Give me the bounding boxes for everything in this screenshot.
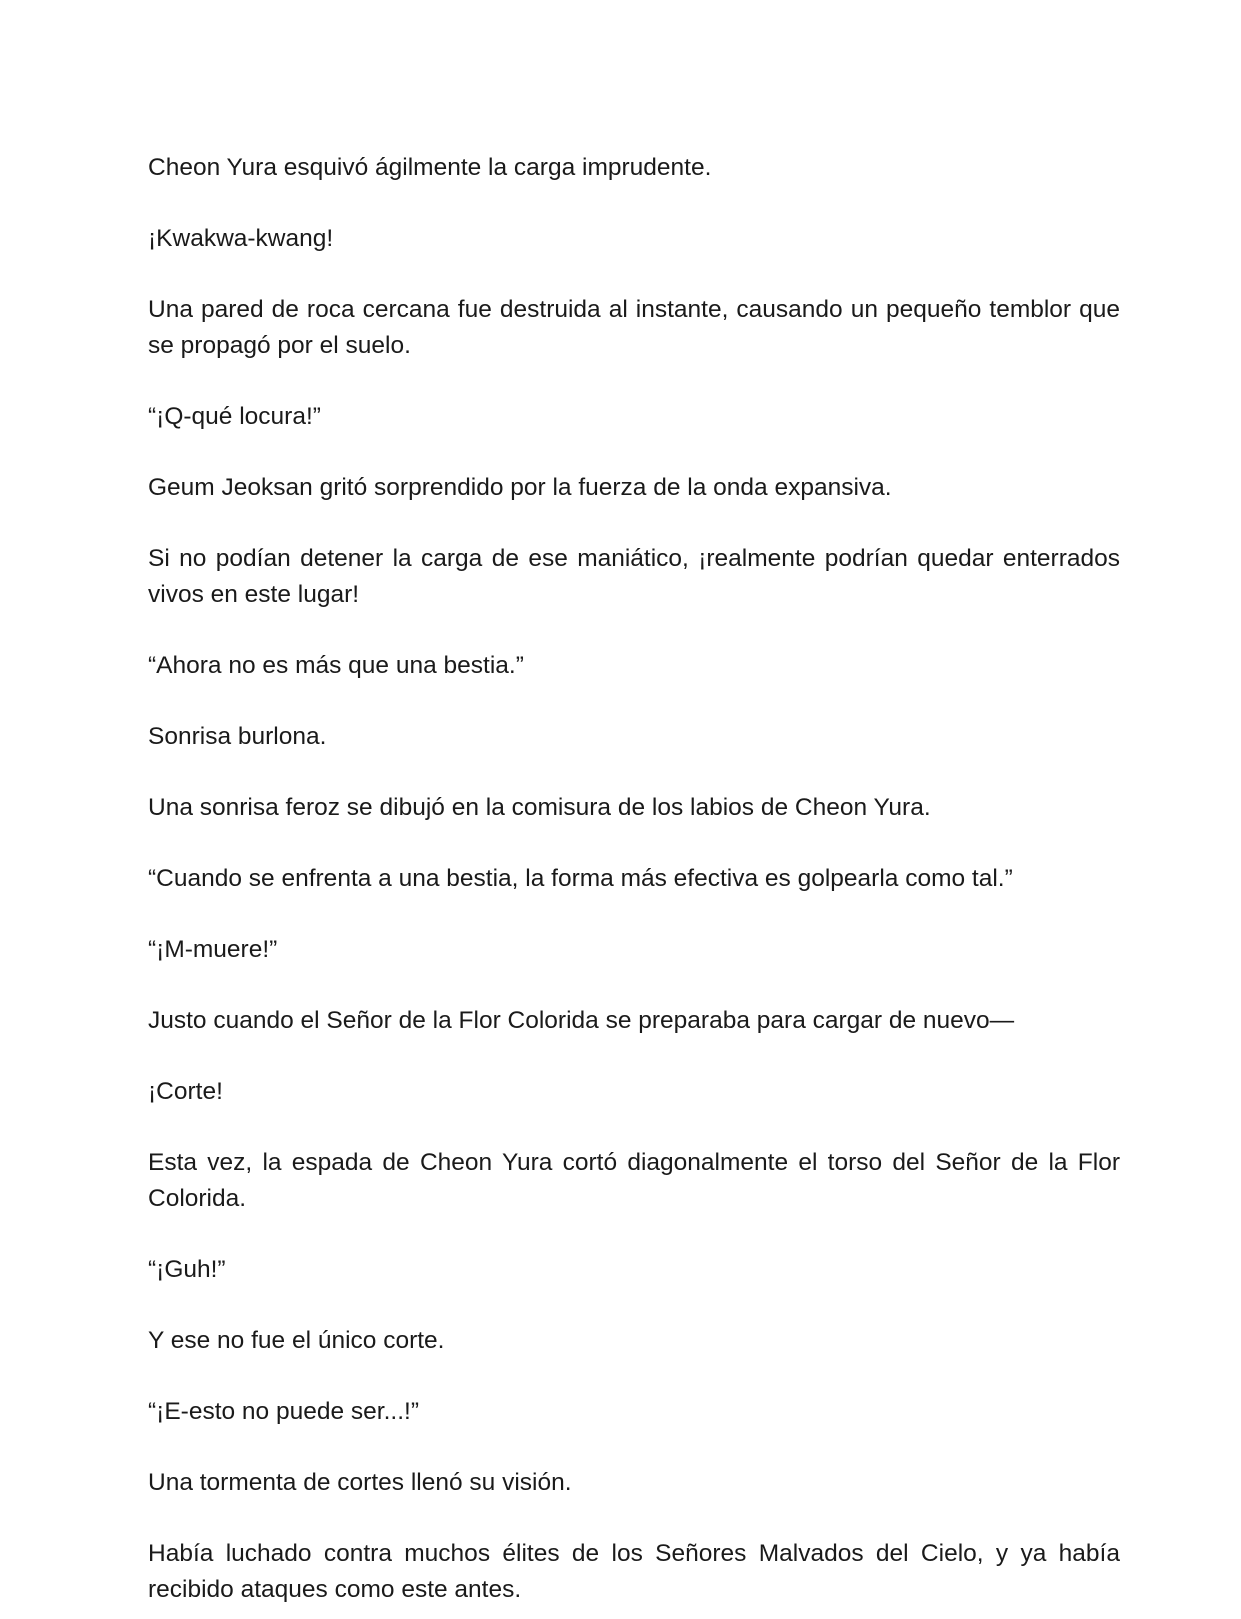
paragraph: Esta vez, la espada de Cheon Yura cortó diagonalmente el torso del Señor de la Flor Colorida. xyxy=(148,1149,1120,1212)
paragraph: Y ese no fue el único corte. xyxy=(148,1327,445,1354)
paragraph: Una pared de roca cercana fue destruida al instante, causando un pequeño temblor que se propagó por el suelo. xyxy=(148,296,1120,359)
paragraph: Cheon Yura esquivó ágilmente la carga imprudente. xyxy=(148,154,712,181)
paragraph: “Ahora no es más que una bestia.” xyxy=(148,652,524,679)
paragraph: Había luchado contra muchos élites de los Señores Malvados del Cielo, y ya había recibido ataques como este antes. xyxy=(148,1540,1120,1603)
paragraph: ¡Corte! xyxy=(148,1078,223,1105)
paragraph: Justo cuando el Señor de la Flor Colorida se preparaba para cargar de nuevo— xyxy=(148,1007,1015,1034)
paragraph: Una sonrisa feroz se dibujó en la comisura de los labios de Cheon Yura. xyxy=(148,794,931,821)
paragraph: “¡E-esto no puede ser...!” xyxy=(148,1398,419,1425)
paragraph: Sonrisa burlona. xyxy=(148,723,327,750)
document-body xyxy=(148,150,1120,1608)
paragraph: ¡Kwakwa-kwang! xyxy=(148,225,334,252)
paragraph: “¡Q-qué locura!” xyxy=(148,403,321,430)
paragraph: “¡Guh!” xyxy=(148,1256,226,1283)
paragraph: Una tormenta de cortes llenó su visión. xyxy=(148,1469,572,1496)
paragraph: Geum Jeoksan gritó sorprendido por la fuerza de la onda expansiva. xyxy=(148,474,892,501)
paragraph: Si no podían detener la carga de ese maniático, ¡realmente podrían quedar enterrados vivos en este lugar! xyxy=(148,545,1120,608)
paragraph: “¡M-muere!” xyxy=(148,936,278,963)
paragraph: “Cuando se enfrenta a una bestia, la forma más efectiva es golpearla como tal.” xyxy=(148,865,1013,892)
